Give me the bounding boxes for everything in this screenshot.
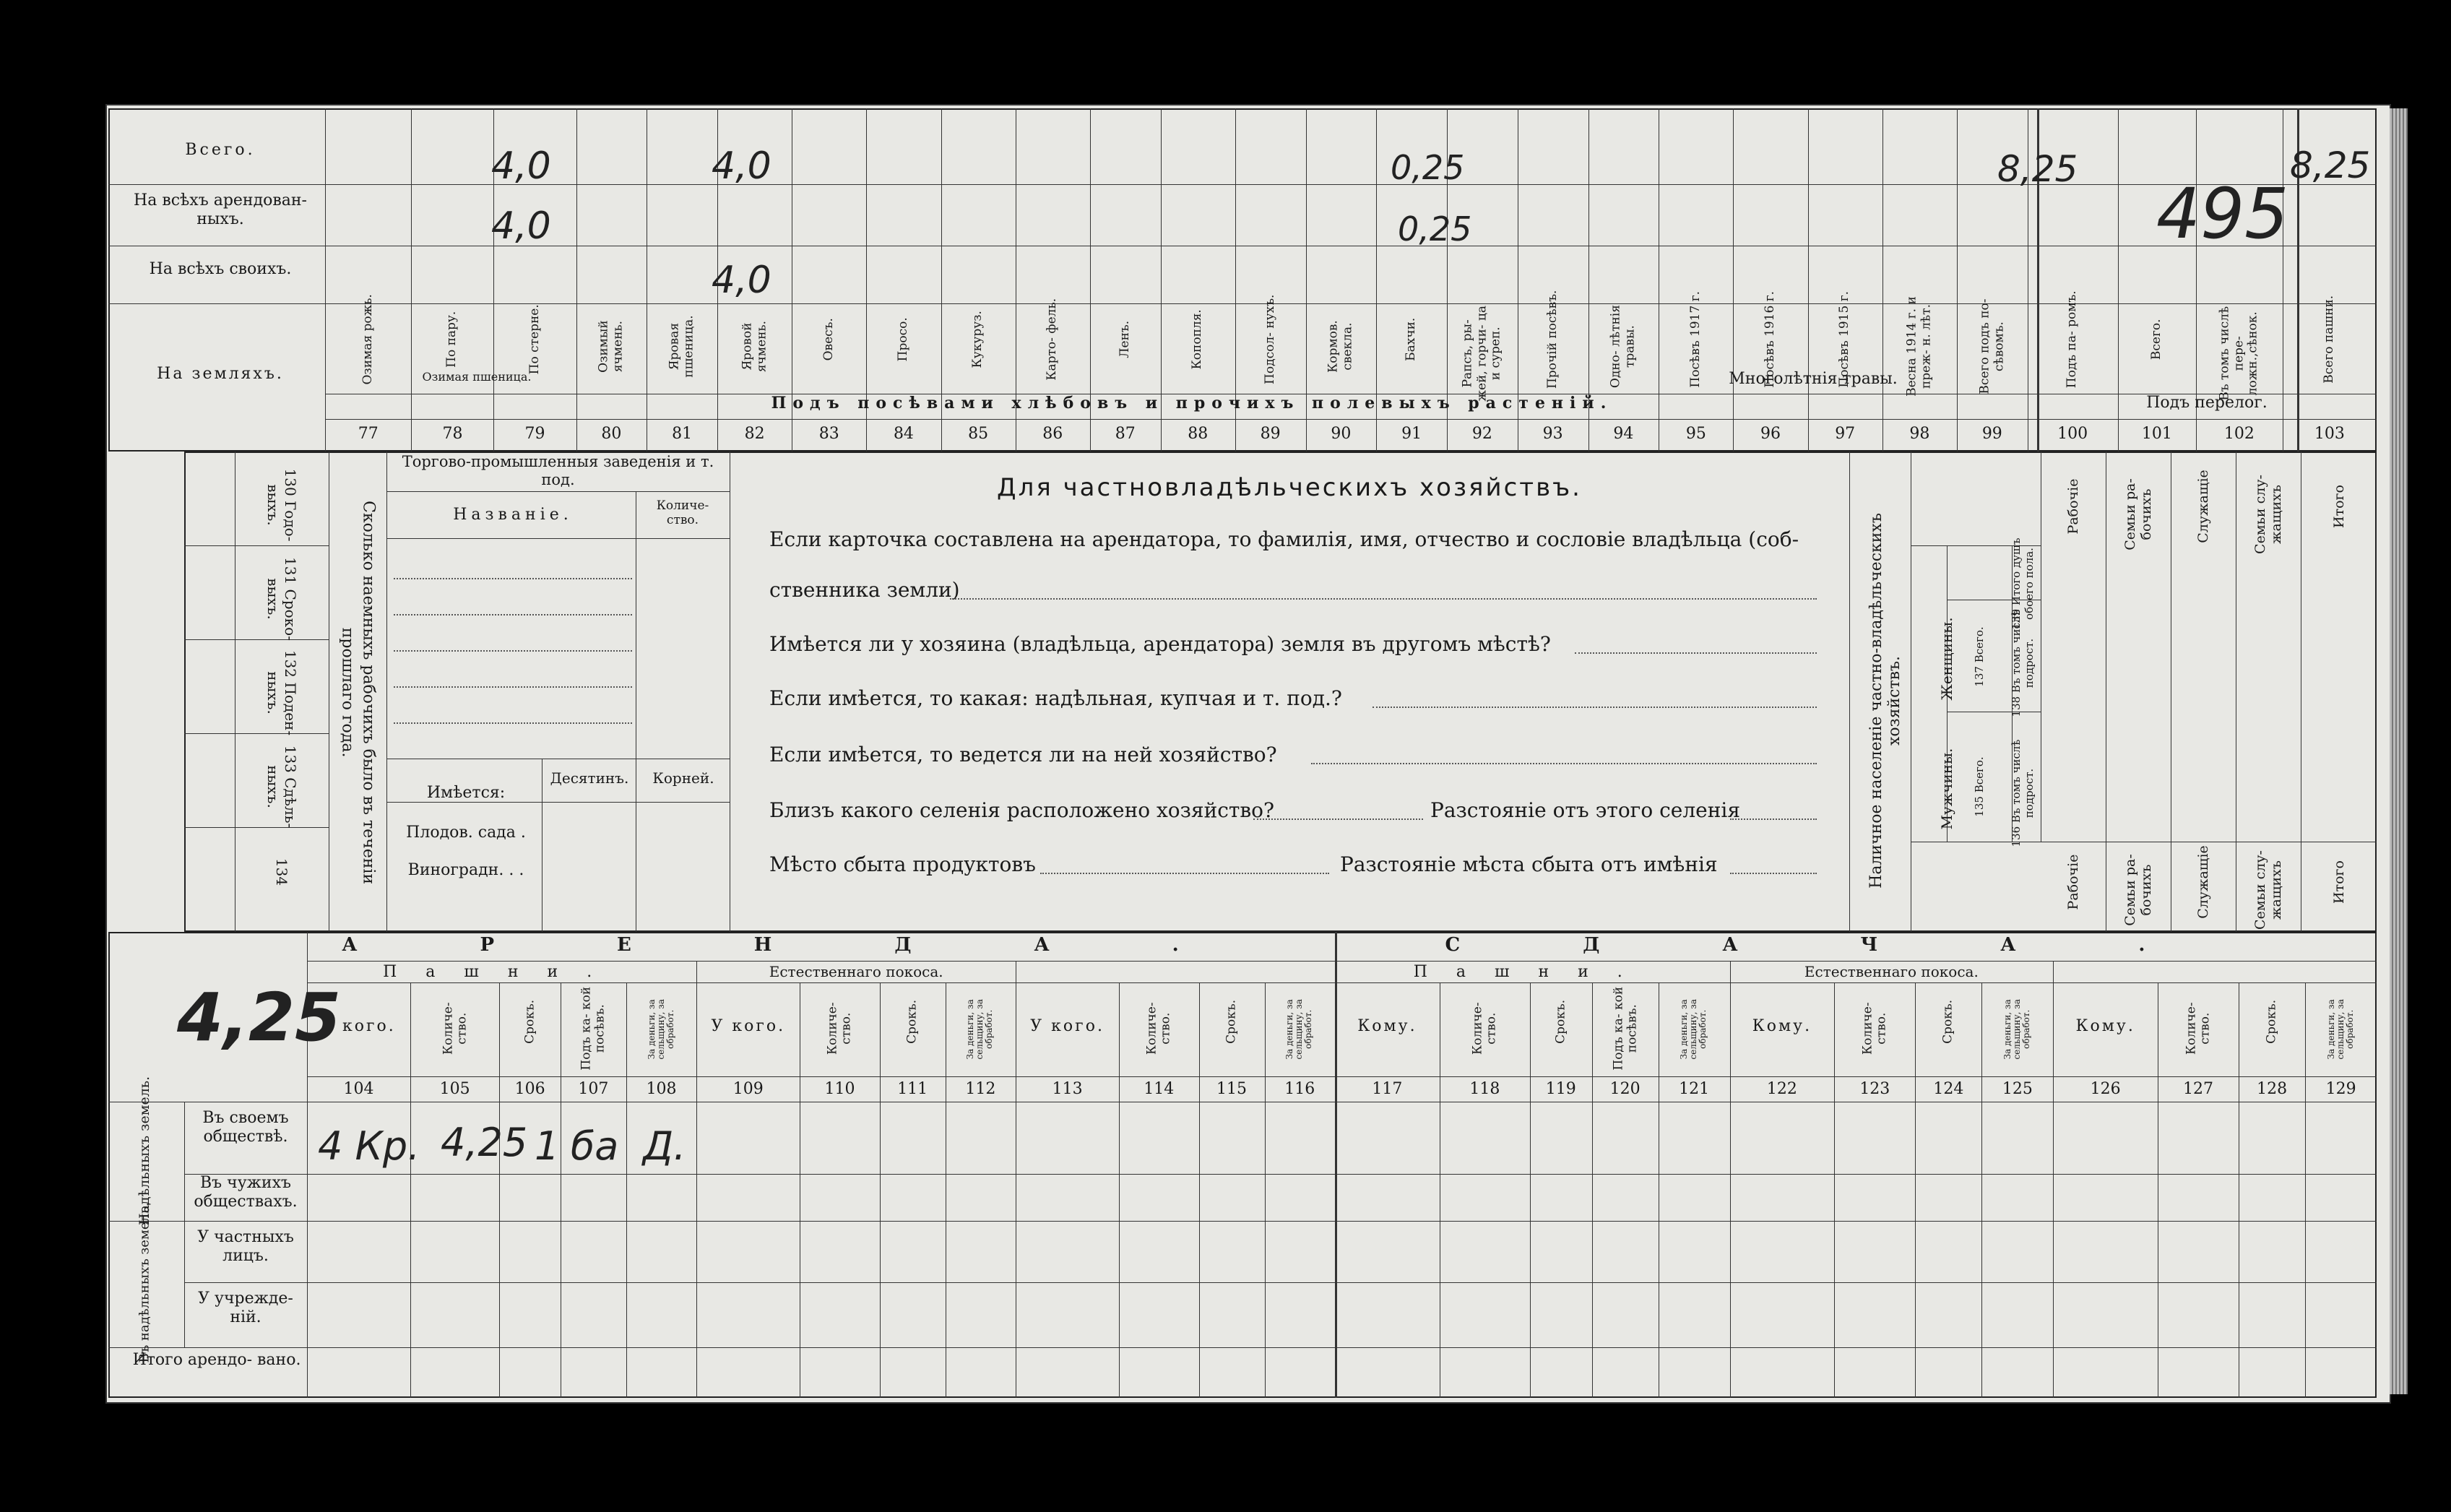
- lease-column-header: У кого.: [321, 1017, 396, 1035]
- crop-column-header: Прочiй посѣвъ.: [1544, 290, 1560, 389]
- column-number: 78: [442, 425, 463, 443]
- crop-column-header: Ленъ.: [1117, 320, 1132, 358]
- hw-value: 4,0: [491, 144, 551, 188]
- lease-column-header: Подъ ка- кой посѣвъ.: [579, 986, 608, 1071]
- column-number: 106: [514, 1080, 545, 1098]
- card-stack-edge: [2390, 108, 2408, 1394]
- column-number: 116: [1284, 1080, 1315, 1098]
- men-label: Мужчины.: [1938, 748, 1955, 830]
- lease-column-header: За деньги, за сельщину, за обработ.: [1284, 999, 1314, 1060]
- lease-column-header: Кому.: [1752, 1017, 1812, 1035]
- column-number: 101: [2141, 425, 2172, 443]
- staff-column-header: Рабочiе: [2065, 478, 2081, 535]
- population-column: 137 Всего.: [1973, 626, 1986, 687]
- column-number: 84: [893, 425, 914, 443]
- nenadel-label: Въ надѣльныхъ земель.: [137, 1202, 152, 1363]
- pashni-label: Пашни.: [383, 963, 621, 981]
- population-column: 136 Въ томъ числѣ подрост.: [2010, 739, 2036, 847]
- row-label-total: Всего.: [185, 141, 256, 159]
- lease-column-header: Количе- ство.: [825, 1002, 854, 1055]
- lease-column-header: Количе- ство.: [1144, 1002, 1173, 1055]
- question-owner: Если карточка составлена на арендатора, то фамилiя, имя, отчество и сословiе владѣльца (соб-: [769, 527, 1799, 551]
- column-number: 110: [824, 1080, 855, 1098]
- lease-column-header: За деньги, за сельщину, за обработ.: [646, 999, 676, 1060]
- column-number: 90: [1331, 425, 1352, 443]
- question-market-distance: Разстоянiе мѣста сбыта отъ имѣнiя: [1340, 852, 1718, 876]
- population-column: 135 Всего.: [1973, 756, 1986, 817]
- crop-column-header: Озимая рожь.: [360, 294, 375, 385]
- sdacha-heading: СДАЧА.: [1445, 934, 2268, 956]
- column-number: 115: [1216, 1080, 1248, 1098]
- trade-title: Торгово-промышленныя заведенiя и т. под.: [402, 453, 714, 489]
- lease-column-header: Кому.: [1357, 1017, 1417, 1035]
- column-number: 126: [2090, 1080, 2121, 1098]
- hw-value: Д.: [643, 1123, 686, 1169]
- lease-column-header: Срокъ.: [904, 999, 920, 1044]
- column-divider: [499, 982, 500, 1398]
- question-market: Мѣсто сбыта продуктовъ: [769, 852, 1036, 876]
- hw-value: 1: [535, 1123, 560, 1169]
- crop-column-header: Подъ па- ромъ.: [2065, 290, 2080, 389]
- column-number: 107: [578, 1080, 609, 1098]
- lease-column-header: Срокъ.: [1553, 999, 1568, 1044]
- column-number: 113: [1052, 1080, 1083, 1098]
- trade-name-header: Названiе.: [453, 506, 573, 524]
- garden-label: Плодов. сада .: [406, 824, 526, 842]
- hw-value: 4,25: [177, 979, 341, 1056]
- column-number: 81: [672, 425, 693, 443]
- hw-value: 4,25: [441, 1120, 528, 1165]
- question-land-type: Если имѣется, то какая: надѣльная, купчая и т. под.?: [769, 686, 1342, 710]
- question-village: Близъ какого селенiя расположено хозяйство?: [769, 798, 1275, 822]
- column-number: 124: [1933, 1080, 1964, 1098]
- staff-column-header: Семьи слу- жащихъ: [2252, 475, 2284, 554]
- pokos-label: Естественнаго покоса.: [1804, 963, 1979, 980]
- lease-column-header: У кого.: [711, 1017, 786, 1035]
- column-number: 94: [1613, 425, 1634, 443]
- crop-column-header: Кормов. свекла.: [1326, 320, 1355, 373]
- column-divider: [1119, 982, 1120, 1398]
- column-number: 103: [2314, 425, 2345, 443]
- desyat-header: Десятинъ.: [550, 769, 629, 787]
- lease-column-header: Срокъ.: [522, 999, 537, 1044]
- column-number: 86: [1042, 425, 1063, 443]
- column-number: 121: [1679, 1080, 1710, 1098]
- crop-column-header: Рапсъ, ры- жей, горчи- ца и суреп.: [1460, 305, 1503, 402]
- crop-column-header: Посѣвъ 1916 г.: [1763, 290, 1778, 388]
- crop-column-header: Посѣвъ 1917 г.: [1688, 290, 1703, 388]
- column-divider: [1199, 982, 1200, 1398]
- column-number: 77: [358, 425, 379, 443]
- column-divider: [410, 982, 411, 1398]
- column-number: 91: [1401, 425, 1422, 443]
- row-other-communities: Въ чужихъ обществахъ.: [194, 1174, 298, 1211]
- column-number: 112: [965, 1080, 996, 1098]
- hw-value: 4,0: [491, 204, 551, 248]
- column-divider: [1265, 982, 1266, 1398]
- column-number: 98: [1909, 425, 1930, 443]
- column-number: 118: [1469, 1080, 1500, 1098]
- hw-value: 8,25: [1997, 148, 2078, 190]
- column-number: 95: [1685, 425, 1706, 443]
- column-number: 96: [1760, 425, 1781, 443]
- hw-value: 4,0: [712, 259, 771, 302]
- crop-column-header: По стерне.: [527, 304, 542, 375]
- row-label-lands: На земляхъ.: [157, 365, 284, 383]
- crop-column-header: Одно- лѣтнiя травы.: [1608, 305, 1638, 389]
- column-number: 128: [2257, 1080, 2288, 1098]
- crop-column-header: Посѣвъ 1915 г.: [1837, 290, 1852, 388]
- pokos-label: Естественнаго покоса.: [769, 963, 943, 980]
- column-number: 93: [1542, 425, 1563, 443]
- column-divider: [1834, 982, 1835, 1398]
- column-number: 119: [1545, 1080, 1576, 1098]
- lease-column-header: Количе- ство.: [1470, 1002, 1499, 1055]
- crop-column-header: Бахчи.: [1404, 317, 1419, 361]
- crop-column-header: Весна 1914 г. и преж- н. лѣт.: [1904, 296, 1934, 397]
- hw-value: 0,25: [1398, 209, 1472, 249]
- lease-column-header: У кого.: [1030, 1017, 1105, 1035]
- column-number: 114: [1144, 1080, 1175, 1098]
- staff-column-header: Итого: [2330, 860, 2347, 904]
- population-column: 139 Итого душъ обоего пола.: [2010, 537, 2036, 630]
- crop-column-header: Всего подъ по- сѣвомъ.: [1977, 298, 2006, 394]
- lease-column-header: За деньги, за сельщину, за обработ.: [1679, 999, 1708, 1060]
- column-number: 97: [1835, 425, 1856, 443]
- wheat-group-label: Озимая пшеница.: [422, 370, 532, 384]
- question-other-land: Имѣется ли у хозяина (владѣльца, арендатора) земля въ другомъ мѣстѣ?: [769, 632, 1551, 656]
- has-label: Имѣется:: [426, 784, 506, 802]
- population-column: 138 Въ томъ числѣ подрост.: [2010, 609, 2036, 717]
- trade-qty-header: Количе- ство.: [656, 498, 709, 528]
- row-private-persons: У частныхъ лицъ.: [197, 1228, 294, 1266]
- lease-column-header: Подъ ка- кой посѣвъ.: [1610, 986, 1639, 1071]
- row-label-own: На всѣхъ своихъ.: [149, 260, 292, 278]
- worker-type-label: 131 Сроко- выхъ.: [264, 557, 299, 641]
- crop-column-header: Яровой ячмень.: [740, 320, 769, 373]
- column-divider: [1592, 982, 1593, 1398]
- row-total-rented: Итого арендо- вано.: [132, 1351, 301, 1369]
- crop-column-header: Озимый ячмень.: [596, 320, 626, 373]
- staff-column-header: Рабочiе: [2065, 854, 2081, 910]
- column-number: 129: [2325, 1080, 2356, 1098]
- column-number: 80: [601, 425, 622, 443]
- hw-value: 495: [2156, 173, 2289, 254]
- grass-group-label: Многолѣтнiя травы.: [1729, 370, 1898, 388]
- column-number: 123: [1859, 1080, 1890, 1098]
- column-number: 87: [1115, 425, 1136, 443]
- fallow-group-label: Подъ перелог.: [2146, 394, 2268, 412]
- column-divider: [1915, 982, 1916, 1398]
- arenda-heading: АРЕНДА.: [342, 934, 1302, 956]
- crop-column-header: Всего.: [2149, 319, 2164, 360]
- crop-column-header: Овесъ.: [821, 318, 837, 361]
- lease-column-header: Количе- ство.: [2184, 1002, 2213, 1055]
- column-number: 105: [439, 1080, 470, 1098]
- column-number: 117: [1372, 1080, 1403, 1098]
- worker-type-label: 133 Сдѣль- ныхъ.: [264, 745, 299, 829]
- staff-column-header: Служащiе: [2195, 470, 2211, 543]
- column-number: 111: [897, 1080, 928, 1098]
- column-number: 99: [1981, 425, 2002, 443]
- lease-column-header: Количе- ство.: [1860, 1002, 1889, 1055]
- question-farming: Если имѣется, то ведется ли на ней хозяйство?: [769, 743, 1277, 766]
- lease-column-header: Количе- ство.: [440, 1002, 469, 1055]
- crop-column-header: Просо.: [896, 317, 911, 362]
- column-number: 122: [1766, 1080, 1797, 1098]
- column-divider: [880, 982, 881, 1398]
- column-number: 104: [343, 1080, 374, 1098]
- column-divider: [1981, 982, 1982, 1398]
- worker-type-label: 130 Годо- выхъ.: [264, 468, 299, 542]
- column-number: 89: [1260, 425, 1281, 443]
- staff-column-header: Семьи слу- жащихъ: [2252, 850, 2284, 930]
- column-divider: [325, 108, 326, 452]
- column-number: 127: [2183, 1080, 2214, 1098]
- column-divider: [626, 982, 627, 1398]
- column-number: 102: [2223, 425, 2255, 443]
- hw-value: 4 Кр.: [318, 1123, 420, 1169]
- worker-type-label: 132 Поден- ныхъ.: [264, 649, 299, 736]
- column-divider: [1530, 982, 1531, 1398]
- column-number: 109: [732, 1080, 764, 1098]
- column-number: 92: [1471, 425, 1492, 443]
- population-title: Наличное населенiе частно-владѣльческихъ хозяйствъ.: [1867, 513, 1903, 889]
- pashni-label: Пашни.: [1413, 963, 1651, 981]
- lease-column-header: За деньги, за сельщину, за обработ.: [965, 999, 995, 1060]
- question-owner-cont: ственника земли): [769, 578, 960, 602]
- hw-value: 8,25: [2290, 144, 2371, 186]
- row-own-community: Въ своемъ обществѣ.: [202, 1109, 289, 1146]
- column-number: 120: [1609, 1080, 1641, 1098]
- crop-column-header: Кукуруз.: [970, 311, 985, 368]
- crop-banner: Подъ посѣвами хлѣбовъ и прочихъ полевыхъ растенiй.: [771, 394, 1613, 412]
- column-divider: [2118, 108, 2119, 452]
- crop-column-header: По пару.: [444, 311, 459, 368]
- crop-column-header: Всего пашни.: [2322, 295, 2337, 384]
- lease-column-header: Срокъ.: [1224, 999, 1239, 1044]
- worker-type-label: 134: [273, 857, 290, 886]
- crop-column-header: Копопля.: [1190, 309, 1205, 370]
- nadel-label: Надѣльныхъ земель.: [137, 1076, 152, 1225]
- lease-column-header: За деньги, за сельщину, за обработ.: [2325, 999, 2356, 1060]
- lease-column-header: За деньги, за сельщину, за обработ.: [2002, 999, 2032, 1060]
- crop-column-header: Въ томъ числѣ пере- ложн.,сѣнок.: [2217, 306, 2260, 401]
- lease-column-header: Срокъ.: [1941, 999, 1956, 1044]
- hw-value: 4,0: [712, 144, 771, 188]
- lease-column-header: Кому.: [2075, 1017, 2135, 1035]
- hw-value: 0,25: [1391, 148, 1465, 187]
- column-number: 88: [1188, 425, 1209, 443]
- vineyard-label: Виноградн. . .: [407, 861, 524, 879]
- column-number: 100: [2057, 425, 2088, 443]
- crop-column-header: Яровая пшеница.: [667, 315, 696, 378]
- crop-column-header: Карто- фель.: [1045, 298, 1060, 381]
- lease-column-header: Срокъ.: [2264, 999, 2279, 1044]
- staff-column-header: Служащiе: [2195, 845, 2211, 919]
- column-number: 82: [744, 425, 765, 443]
- question-village-distance: Разстоянiе отъ этого селенiя: [1430, 798, 1740, 822]
- hw-value: ба: [571, 1123, 619, 1169]
- column-number: 125: [2002, 1080, 2033, 1098]
- column-number: 85: [968, 425, 989, 443]
- women-label: Женщины.: [1938, 617, 1955, 701]
- crop-column-header: Подсол- нухъ.: [1262, 294, 1277, 384]
- workers-title: Сколько наемныхъ рабочихъ было въ теченiи прошлаго года.: [339, 501, 378, 885]
- row-institutions: У учрежде- нiй.: [198, 1289, 293, 1327]
- staff-column-header: Итого: [2330, 485, 2347, 528]
- staff-column-header: Семьи ра- бочихъ: [2122, 854, 2154, 926]
- column-number: 108: [646, 1080, 677, 1098]
- korney-header: Корней.: [652, 769, 714, 787]
- row-label-rented: На всѣхъ арендован- ныхъ.: [134, 191, 307, 229]
- column-divider: [2305, 982, 2306, 1398]
- column-number: 83: [818, 425, 839, 443]
- private-farms-title: Для частновладѣльческихъ хозяйствъ.: [997, 473, 1582, 502]
- staff-column-header: Семьи ра- бочихъ: [2122, 478, 2154, 550]
- column-number: 79: [524, 425, 545, 443]
